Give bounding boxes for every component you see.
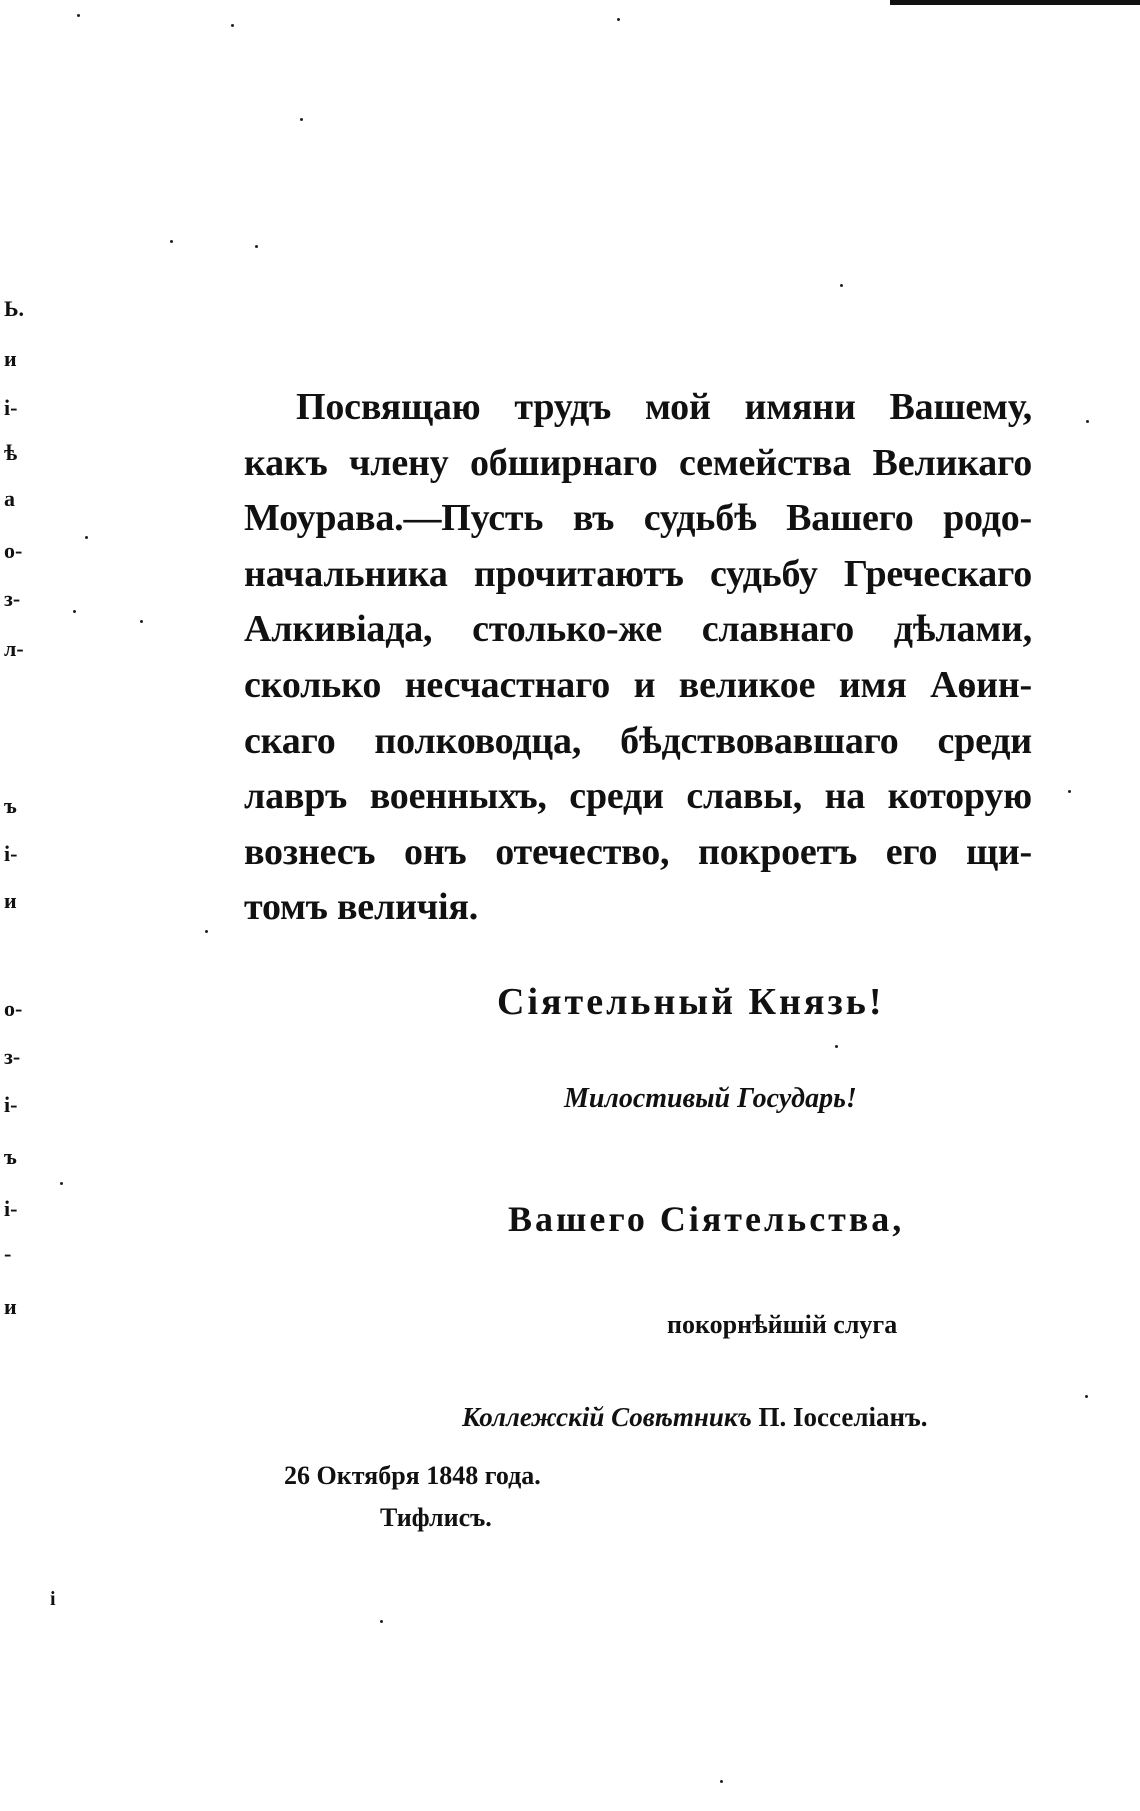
dedication-paragraph	[244, 380, 1032, 936]
paper-speck	[77, 14, 80, 17]
dedication-line: Моурава.—Пусть въ судьбѣ Вашего родо-	[244, 497, 1032, 540]
date-line: 26 Октября 1848 года.	[284, 1461, 541, 1490]
paper-speck	[255, 245, 258, 248]
paper-speck	[140, 620, 143, 623]
signature	[462, 1402, 928, 1433]
dedication-line: лавръ военныхъ, среди славы, на которую	[244, 775, 1032, 818]
paper-speck	[60, 1182, 63, 1185]
margin-fragment: і-	[4, 395, 18, 420]
margin-fragment: и	[4, 888, 17, 913]
dedication-line: начальника прочитаютъ судьбу Греческаго	[244, 552, 1032, 595]
margin-fragment: і-	[4, 1092, 18, 1117]
dedication-line: Посвящаю трудъ мой имяни Вашему,	[296, 386, 1032, 428]
top-rule	[890, 0, 1140, 5]
paper-speck	[720, 1780, 723, 1783]
margin-fragment: л-	[4, 636, 24, 661]
margin-fragment: и	[4, 1294, 17, 1319]
paper-speck	[85, 536, 88, 539]
paper-speck	[380, 1620, 383, 1623]
paper-speck	[1086, 420, 1089, 423]
paper-speck	[617, 18, 620, 21]
paper-speck	[835, 1045, 838, 1048]
closing-formula: Вашего Сіятельства,	[508, 1199, 905, 1239]
margin-fragment: а	[4, 486, 15, 511]
dedication-line: сколько несчастнаго и великое имя Аѳин-	[244, 663, 1032, 706]
margin-fragment: і-	[4, 1196, 18, 1221]
servant-formula: покорнѣйшій слуга	[667, 1310, 898, 1339]
signature-rank: Коллежскій Совѣтникъ	[462, 1402, 752, 1432]
margin-fragment: і-	[4, 841, 18, 866]
paper-speck	[840, 284, 843, 287]
dedication-line: Алкивіада, столько-же славнаго дѣлами,	[244, 608, 1032, 651]
margin-fragment: -	[4, 1241, 12, 1266]
signature-name: П. Іосселіанъ.	[758, 1402, 928, 1432]
paper-speck	[1085, 1395, 1088, 1398]
margin-fragment: ъ	[4, 793, 17, 818]
margin-fragment: Ь.	[4, 296, 25, 321]
margin-fragment: о-	[4, 538, 23, 563]
place-line: Тифлисъ.	[380, 1503, 492, 1532]
dedication-line: вознесъ онъ отечество, покроетъ его щи-	[244, 830, 1032, 873]
dedication-line: какъ члену обширнаго семейства Великаго	[244, 441, 1032, 484]
margin-fragment: ъ	[4, 1144, 17, 1169]
margin-fragment: и	[4, 346, 17, 371]
margin-fragment-bottom: і	[50, 1588, 56, 1610]
dedication-line: скаго полководца, бѣдствовавшаго среди	[244, 719, 1032, 762]
paper-speck	[170, 240, 173, 243]
margin-fragment: о-	[4, 996, 23, 1021]
salutation: Сіятельный Князь!	[497, 981, 885, 1023]
paper-speck	[1068, 790, 1071, 793]
paper-speck	[231, 24, 234, 27]
margin-fragment: з-	[4, 586, 21, 611]
dedication-line: томъ величія.	[244, 886, 479, 929]
paper-speck	[300, 118, 303, 121]
address-formula: Милостивый Государь!	[564, 1083, 857, 1114]
margin-fragment: з-	[4, 1044, 21, 1069]
margin-fragment: ѣ	[4, 440, 18, 465]
paper-speck	[205, 930, 208, 933]
paper-speck	[73, 610, 76, 613]
